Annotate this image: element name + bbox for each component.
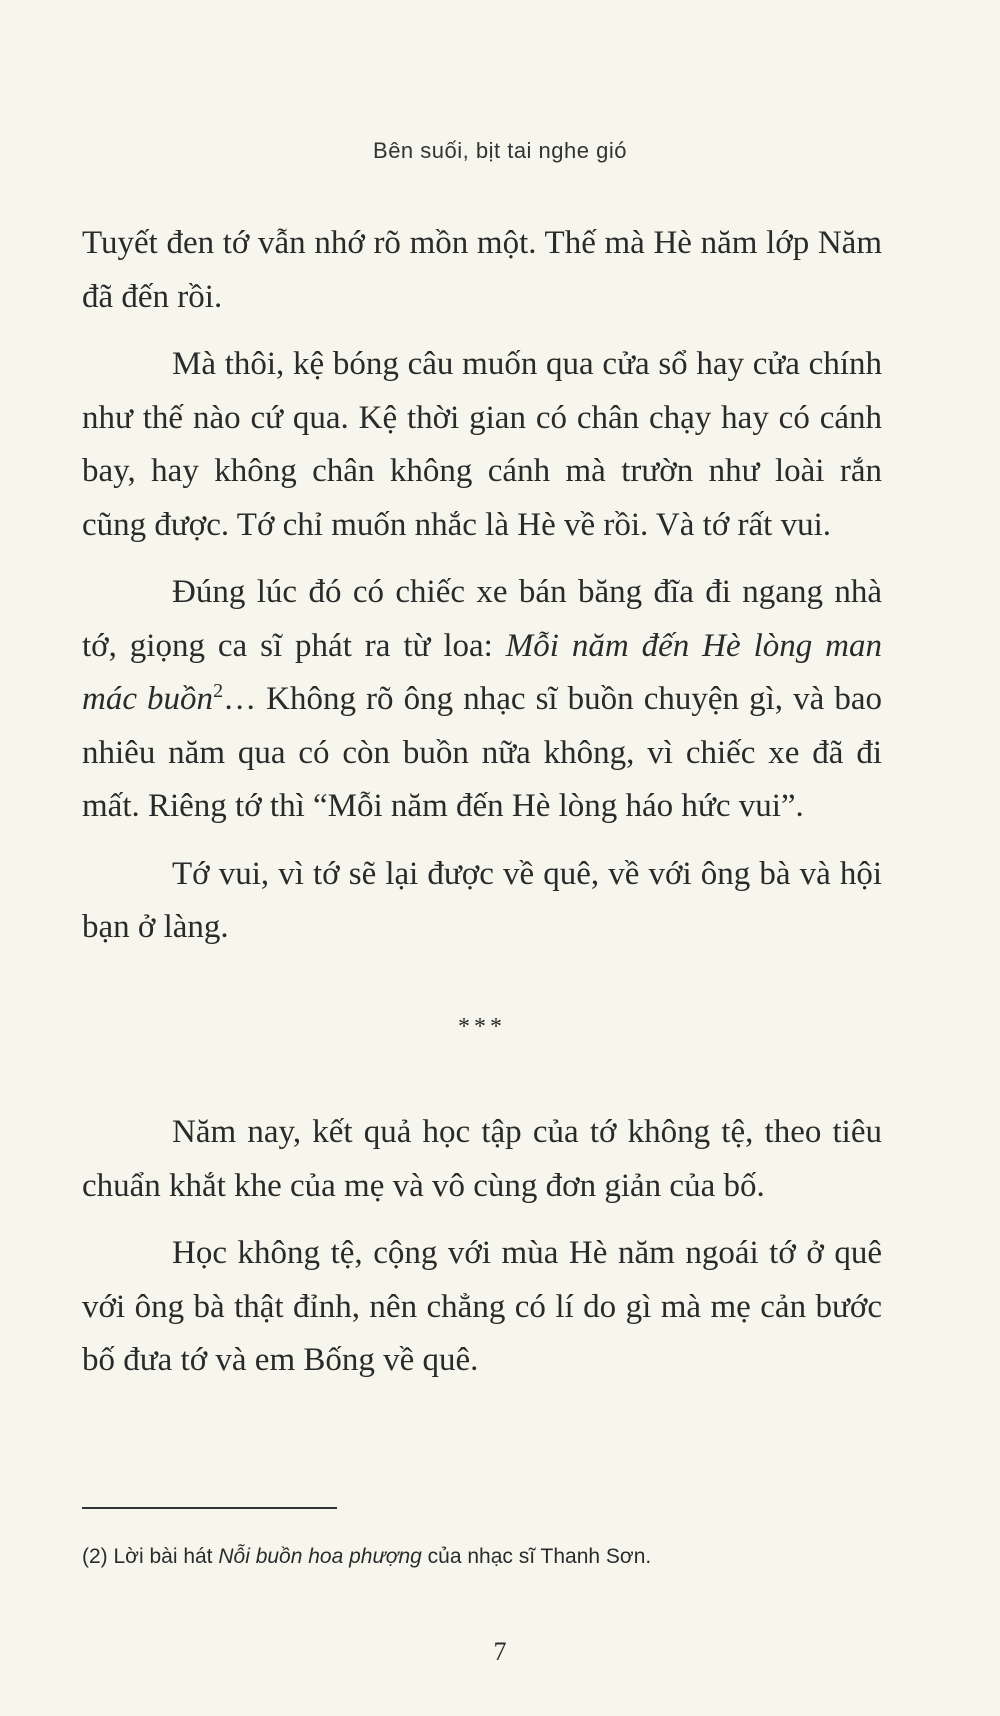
running-head: Bên suối, bịt tai nghe gió — [373, 138, 627, 163]
section-separator: *** — [458, 1013, 506, 1040]
song-lyric-quote: Mỗi năm đến Hè lòng man mác buồn — [82, 627, 882, 717]
footnote-text-b: của nhạc sĩ Thanh Sơn. — [421, 1545, 652, 1568]
paragraph-3-text-a: Đúng lúc đó có chiếc xe bán băng đĩa đi ngang nhà tớ, giọng ca sĩ phát ra từ loa: — [82, 574, 882, 664]
footnote-divider — [82, 1507, 337, 1509]
footnote — [82, 1545, 922, 1569]
paragraph-2: Mà thôi, kệ bóng câu muốn qua cửa sổ hay cửa chính như thế nào cứ qua. Kệ thời gian có chân chạy hay có cánh bay, hay không chân không cánh mà trườn như loài rắn cũng được. Tớ chỉ muốn nhắc là Hè về rồi. Và tớ rất vui. — [82, 346, 882, 543]
footnote-song-title: Nỗi buồn hoa phượng — [218, 1545, 422, 1568]
footnote-marker: (2) — [82, 1545, 108, 1568]
paragraph-3-text-b: … Không rõ ông nhạc sĩ buồn chuyện gì, và bao nhiêu năm qua có còn buồn nữa không, vì chiếc xe đã đi mất. Riêng tớ thì “Mỗi năm đến Hè lòng háo hức vui”. — [82, 681, 882, 824]
paragraph-1: Tuyết đen tớ vẫn nhớ rõ mồn một. Thế mà Hè năm lớp Năm đã đến rồi. — [82, 225, 882, 315]
footnote-text-a: Lời bài hát — [107, 1545, 219, 1568]
paragraph-3 — [82, 566, 882, 834]
paragraph-5: Năm nay, kết quả học tập của tớ không tệ, theo tiêu chuẩn khắt khe của mẹ và vô cùng đơn giản của bố. — [82, 1114, 882, 1204]
paragraph-4: Tớ vui, vì tớ sẽ lại được về quê, về với ông bà và hội bạn ở làng. — [82, 855, 882, 945]
paragraph-6: Học không tệ, cộng với mùa Hè năm ngoái tớ ở quê với ông bà thật đỉnh, nên chẳng có lí do gì mà mẹ cản bước bố đưa tớ và em Bống về quê. — [82, 1235, 882, 1378]
body-text — [82, 217, 882, 1402]
footnote-reference: 2 — [213, 680, 224, 702]
page-number: 7 — [493, 1637, 507, 1666]
